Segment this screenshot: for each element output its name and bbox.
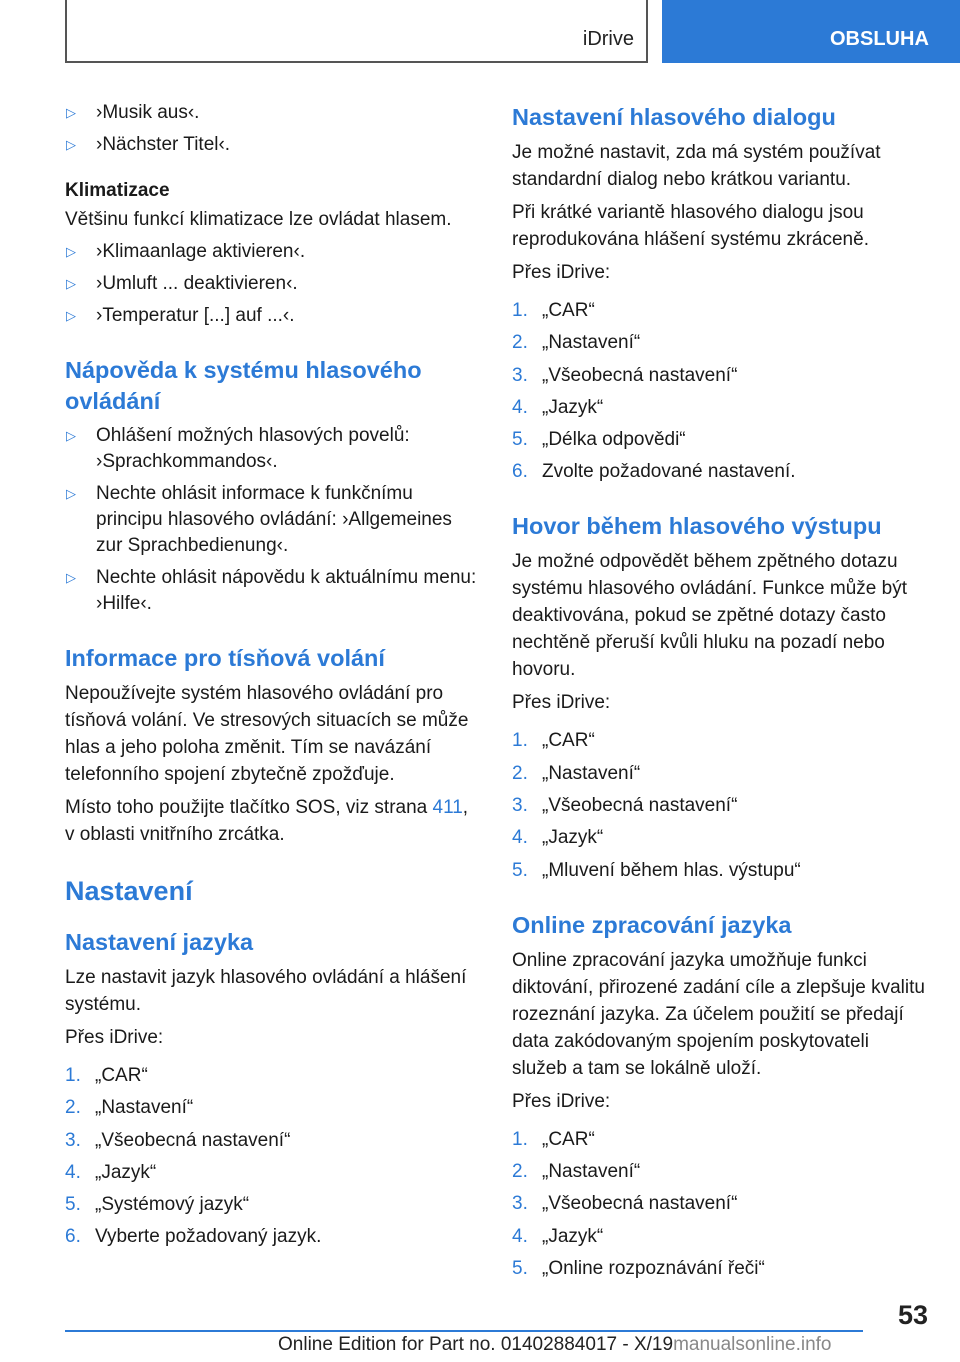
list-item: 4. „Jazyk“ <box>512 827 604 849</box>
watermark-text: manualsonline.info <box>673 1334 832 1355</box>
list-item: 5. „Systémový jazyk“ <box>65 1194 250 1216</box>
dialog-heading: Nastavení hlasového dialogu <box>512 104 836 130</box>
list-item: 5. „Mluvení během hlas. výstupu“ <box>512 859 801 881</box>
call-text: Je možné odpovědět během zpětného dotazu systému hlasového ovládání. Funkce může být deaktivována, pokud se zpětné dotazy často nechtěně přeruší kvůli hluku na pozadí nebo hovoru. <box>512 551 907 681</box>
call-steps <box>512 728 927 883</box>
language-steps <box>65 1063 477 1250</box>
settings-heading: Nastavení <box>65 876 193 906</box>
bullet-list-climate <box>65 239 477 329</box>
via-idrive-label: Přes iDrive: <box>512 262 611 283</box>
list-item: 2. „Nastavení“ <box>512 1160 641 1182</box>
list-item: 4. „Jazyk“ <box>512 396 604 418</box>
via-idrive-label: Přes iDrive: <box>512 692 611 714</box>
page-link-411[interactable]: 411 <box>432 797 463 818</box>
bullet-list-media <box>65 100 477 158</box>
list-item: 3. „Všeobecná nastavení“ <box>512 1193 738 1215</box>
list-item: 2. „Nastavení“ <box>512 332 641 354</box>
right-column <box>512 100 927 1288</box>
climate-text: Většinu funkcí klimatizace lze ovládat hlasem. <box>65 209 452 230</box>
dialog-steps <box>512 298 927 485</box>
online-text: Online zpracování jazyka umožňuje funkci diktování, přirozené zadání cíle a zlepšuje kvalitu rozeznání jazyka. Za účelem použití se předají data zakódovaným spojením poskytovateli služeb a tam se lokálně uloží. <box>512 949 925 1079</box>
list-item: 2. „Nastavení“ <box>512 762 641 784</box>
triangle-right-icon: ▷ <box>66 308 76 323</box>
list-item: 1. „CAR“ <box>512 1128 595 1150</box>
left-column <box>65 100 477 1257</box>
list-item: ▷ ›Nächster Titel‹. <box>65 132 477 158</box>
list-item: 6. Vyberte požadovaný jazyk. <box>65 1226 322 1248</box>
climate-subheading: Klimatizace <box>65 180 170 201</box>
triangle-right-icon: ▷ <box>66 244 76 259</box>
list-item: 3. „Všeobecná nastavení“ <box>512 795 738 817</box>
page-number: 53 <box>897 1300 928 1330</box>
online-heading: Online zpracování jazyka <box>512 911 792 938</box>
header-chapter-tab[interactable]: OBSLUHA <box>662 0 960 63</box>
call-heading: Hovor během hlasového výstupu <box>512 513 882 540</box>
bullet-list-help <box>65 423 477 617</box>
triangle-right-icon: ▷ <box>66 105 76 120</box>
list-item: 3. „Všeobecná nastavení“ <box>512 364 738 386</box>
header-section-box <box>65 0 648 63</box>
online-steps <box>512 1127 927 1282</box>
footer-divider <box>65 1330 863 1332</box>
dialog-text-2: Při krátké variantě hlasového dialogu jsou reprodukována hlášení systému zkráceně. <box>512 202 869 250</box>
via-idrive-label: Přes iDrive: <box>65 1027 164 1048</box>
list-item: 3. „Všeobecná nastavení“ <box>65 1129 291 1151</box>
list-item: ▷ ›Klimaanlage aktivieren‹. <box>65 239 477 265</box>
triangle-right-icon: ▷ <box>66 276 76 291</box>
list-item: ▷ Ohlášení možných hlasových povelů: ›Sprachkommandos‹. <box>65 423 477 475</box>
emergency-heading: Informace pro tísňová volání <box>65 645 385 671</box>
triangle-right-icon: ▷ <box>66 137 76 152</box>
list-item: ▷ ›Temperatur [...] auf ...‹. <box>65 303 477 329</box>
triangle-right-icon: ▷ <box>66 570 76 585</box>
list-item: 4. „Jazyk“ <box>512 1225 604 1247</box>
footer-edition: Online Edition for Part no. 01402884017 - X/19manualsonline.info <box>278 1334 832 1355</box>
triangle-right-icon: ▷ <box>66 486 76 501</box>
language-text: Lze nastavit jazyk hlasového ovládání a hlášení systému. <box>65 967 467 1015</box>
sos-text: Místo toho použijte tlačítko SOS, viz strana 411, v oblasti vnitřního zrcátka. <box>65 797 469 845</box>
triangle-right-icon: ▷ <box>66 428 76 443</box>
header-section-label: iDrive <box>582 28 634 50</box>
list-item: 6. Zvolte požadované nastavení. <box>512 461 796 483</box>
via-idrive-label: Přes iDrive: <box>512 1090 611 1112</box>
list-item: 1. „CAR“ <box>512 730 595 752</box>
list-item: ▷ ›Umluft ... deaktivieren‹. <box>65 271 477 297</box>
dialog-text-1: Je možné nastavit, zda má systém používat standardní dialog nebo krátkou variantu. <box>512 142 881 190</box>
help-heading: Nápověda k systému hlasového ovládání <box>65 357 422 414</box>
list-item: 4. „Jazyk“ <box>65 1161 157 1183</box>
list-item: ▷ Nechte ohlásit informace k funkčnímu principu hlasového ovládání: ›Allgemeines zur Sprachbedienung‹. <box>65 481 477 559</box>
emergency-text: Nepoužívejte systém hlasového ovládání pro tísňová volání. Ve stresových situacích se může hlas a jeho poloha změnit. Tím se navázání telefonního spojení zbytečně zpožďuje. <box>65 683 469 785</box>
list-item: 1. „CAR“ <box>65 1065 148 1086</box>
list-item: ▷ Nechte ohlásit nápovědu k aktuálnímu menu: ›Hilfe‹. <box>65 565 477 617</box>
language-heading: Nastavení jazyka <box>65 929 254 955</box>
list-item: 2. „Nastavení“ <box>65 1097 194 1119</box>
list-item: 1. „CAR“ <box>512 300 595 321</box>
list-item: 5. „Online rozpoznávání řeči“ <box>512 1257 765 1279</box>
list-item: ▷ ›Musik aus‹. <box>65 100 477 126</box>
list-item: 5. „Délka odpovědi“ <box>512 429 686 451</box>
